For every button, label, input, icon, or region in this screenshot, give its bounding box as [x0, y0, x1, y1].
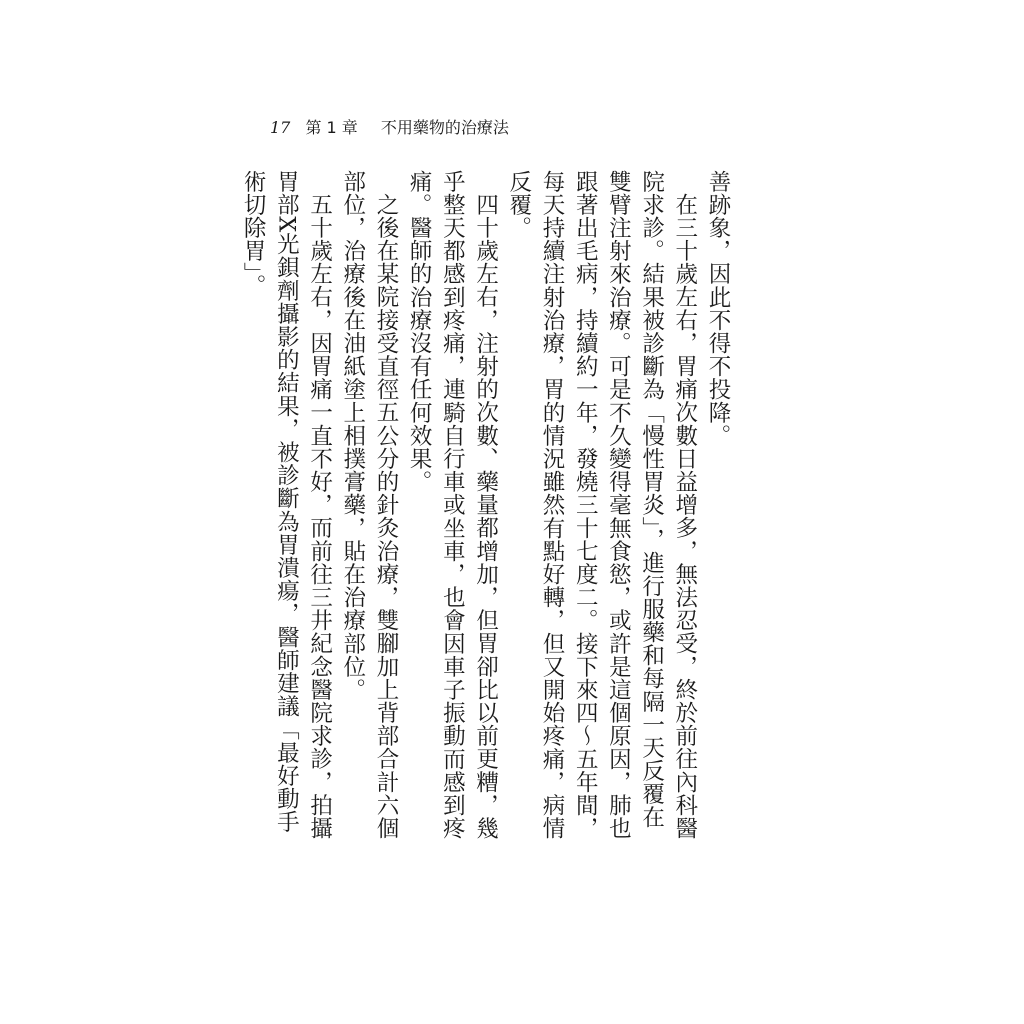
- chapter-label: 第 1 章: [305, 118, 358, 137]
- paragraph: 五十歲左右，因胃痛一直不好，而前往三井紀念醫院求診，拍攝胃部X光鋇劑攝影的結果，被診斷為胃潰瘍，醫師建議「最好動手術切除胃」。: [240, 170, 333, 840]
- paragraph: 之後在某院接受直徑五公分的針灸治療，雙腳加上背部合計六個部位，治療後在油紙塗上相撲膏藥，貼在治療部位。: [339, 170, 399, 840]
- paragraph: 四十歲左右，注射的次數、藥量都增加，但胃卻比以前更糟，幾乎整天都感到疼痛，連騎自行車或坐車，也會因車子振動而感到疼痛。醫師的治療沒有任何效果。: [406, 170, 499, 840]
- body-text: [236, 170, 734, 850]
- page-number: 17: [270, 118, 291, 137]
- paragraph: 在三十歲左右，胃痛次數日益增多，無法忍受，終於前往內科醫院求診。結果被診斷為「慢性胃炎」，進行服藥和每隔一天反覆在雙臂注射來治療。可是不久變得毫無食慾，或許是這個原因，肺也跟著出毛病，持續約一年，發燒三十七度二。接下來四～五年間，每天持續注射治療，胃的情況雖然有點好轉，但又開始疼痛，病情反覆。: [505, 170, 698, 840]
- paragraph-continued: 善跡象，因此不得不投降。: [705, 170, 731, 448]
- running-head: [270, 118, 509, 138]
- chapter-title: 不用藥物的治療法: [380, 118, 509, 137]
